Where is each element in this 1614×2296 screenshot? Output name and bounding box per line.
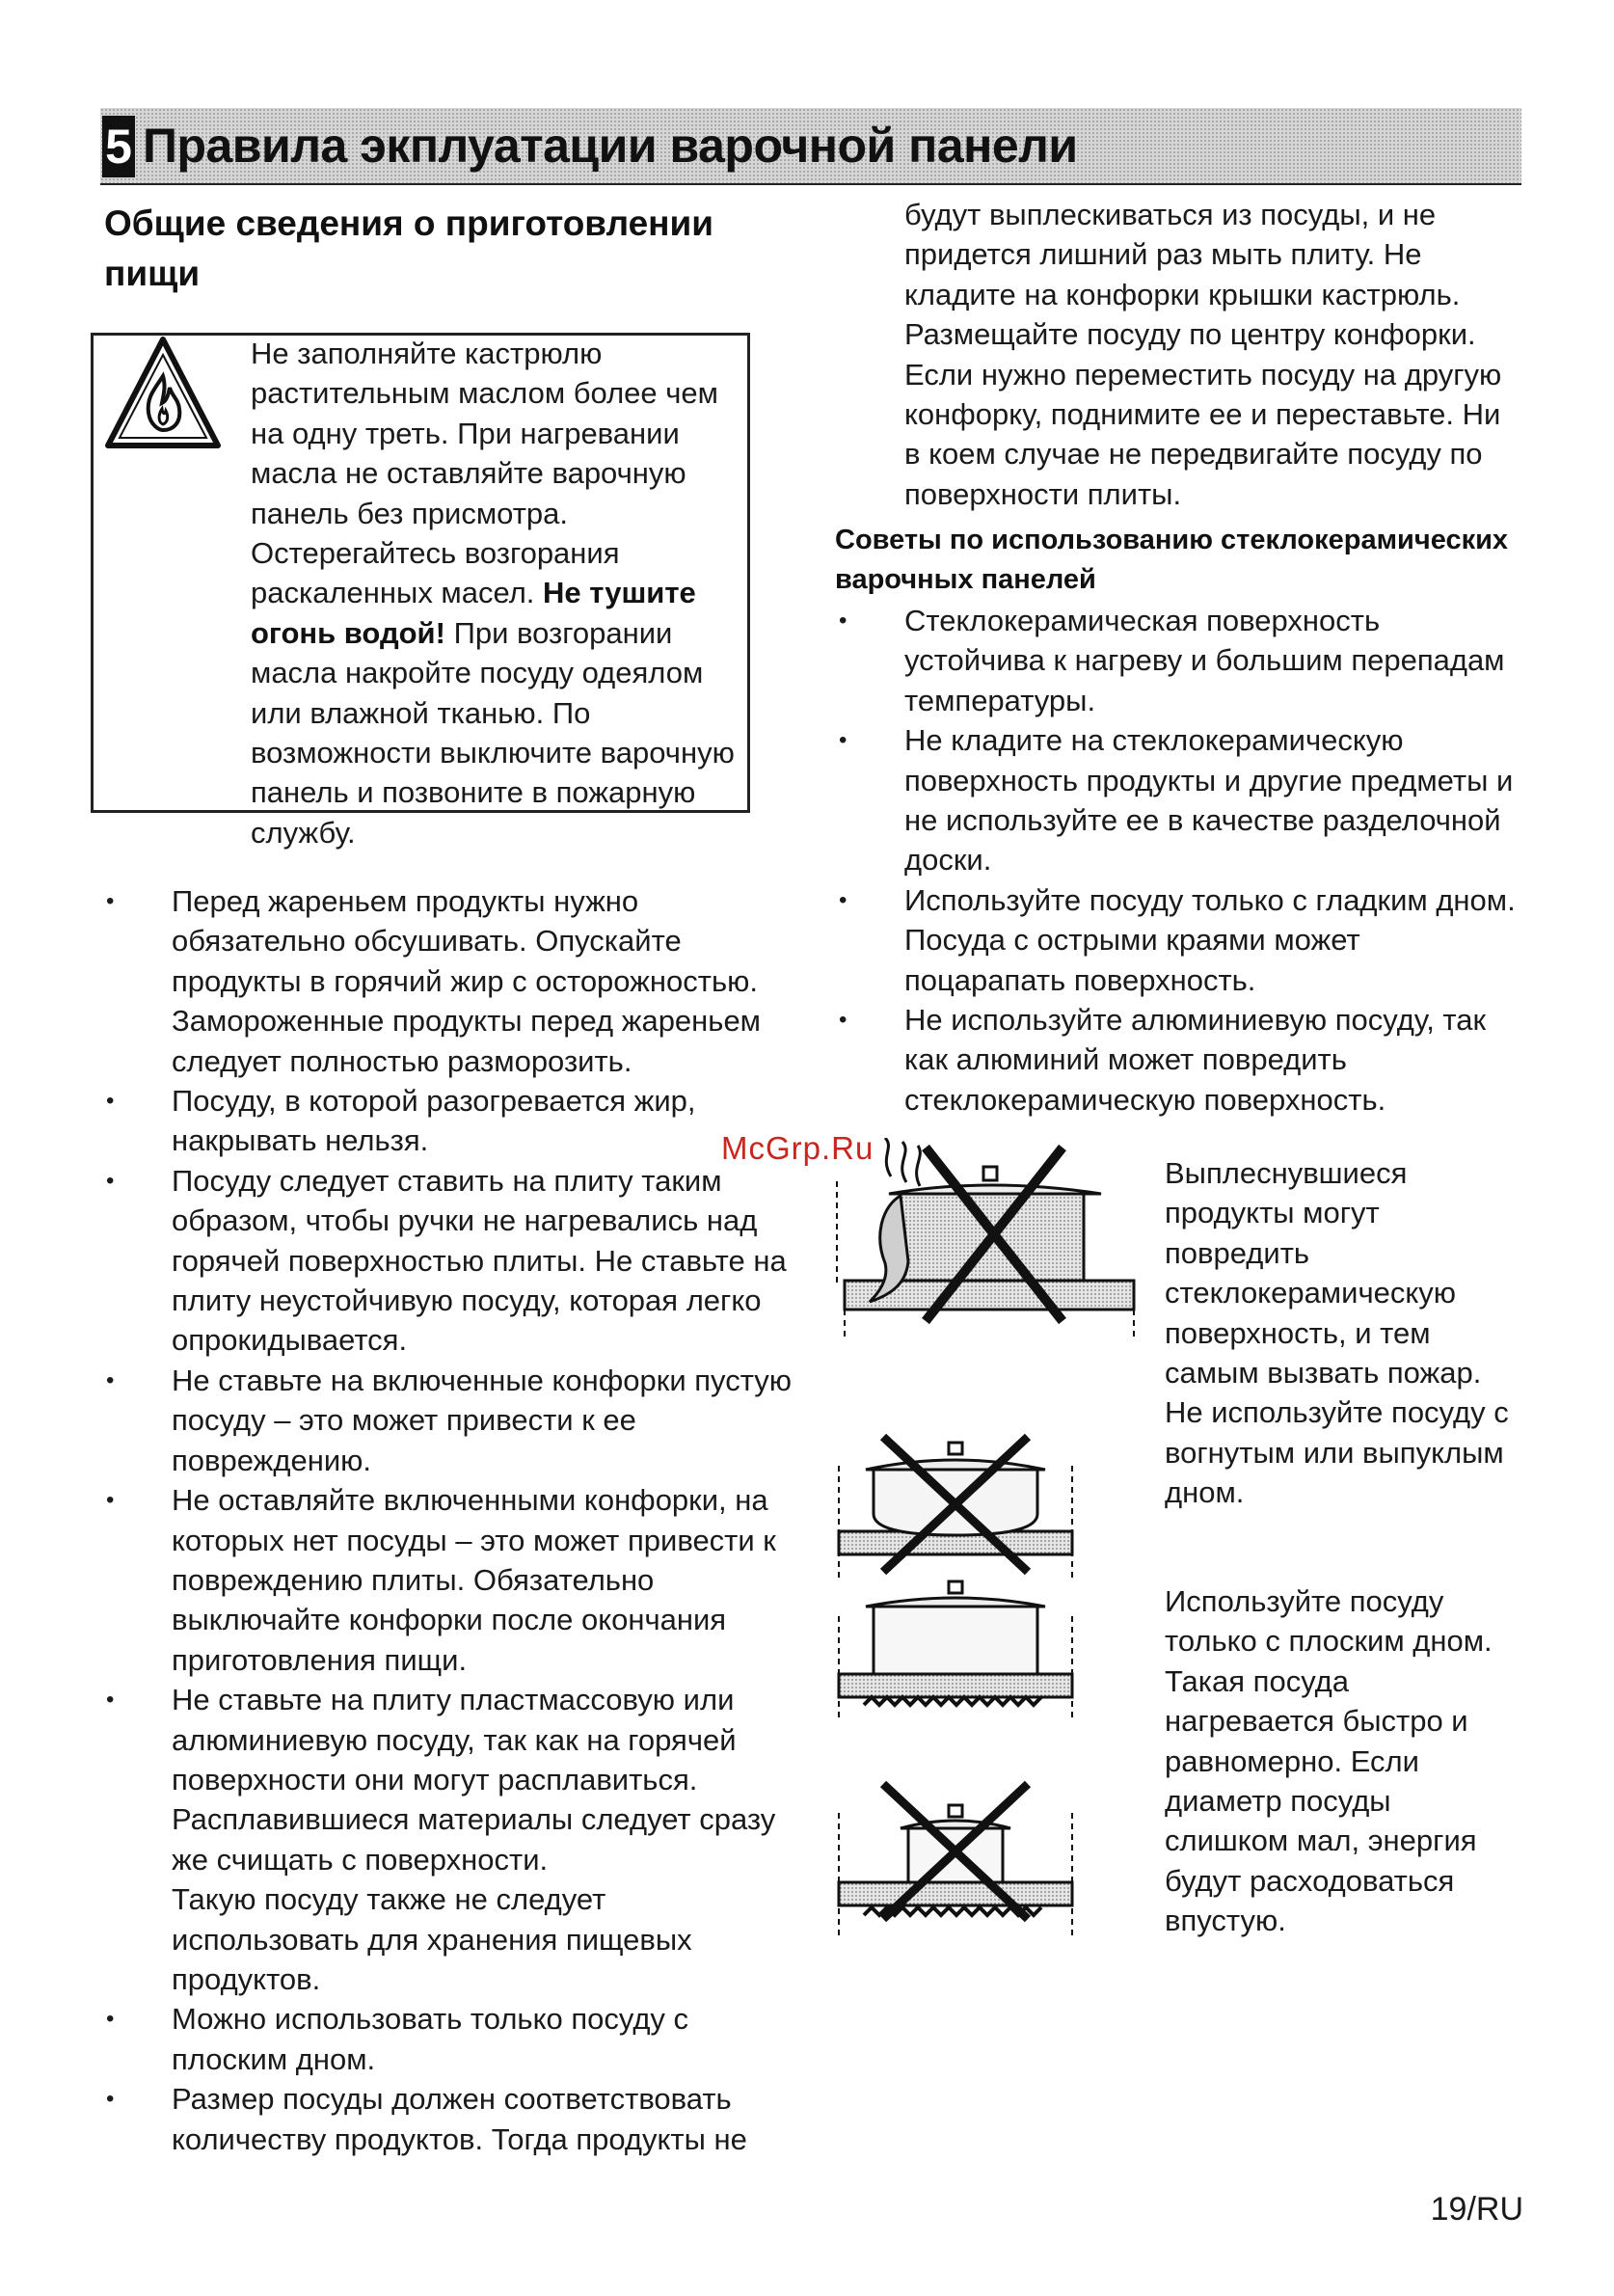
- section-heading: Общие сведения о приготовлении пищи: [104, 203, 713, 293]
- subsection-heading: Советы по использованию стеклокерамических варочных панелей: [835, 525, 1509, 596]
- list-item: • Не оставляйте включенными конфорки, на которых нет посуды – это может привести к повреждению плиты. Обязательно выключайте конфорки после окончания приготовления пищи.: [102, 1480, 796, 1680]
- small-pot-illustration: [835, 1774, 1076, 1938]
- list-item: • Можно использовать только посуду с плоским дном.: [102, 1999, 796, 2079]
- list-item-continuation: Такую посуду также не следует использовать для хранения пищевых продуктов.: [172, 1882, 692, 1996]
- list-item: • Не ставьте на включенные конфорки пустую посуду – это может привести к ее повреждению.: [102, 1361, 796, 1480]
- figure-caption-flat-bottom: Используйте посуду только с плоским дном. Такая посуда нагревается быстро и равномерно. Если диаметр посуды слишком мал, энергия будут расходоваться впустую.: [1165, 1584, 1493, 1938]
- list-item: • Перед жареньем продукты нужно обязательно обсушивать. Опускайте продукты в горячий жир с осторожностью. Замороженные продукты перед жареньем следует полностью разморозить.: [102, 881, 796, 1081]
- list-item: • Посуду следует ставить на плиту таким образом, чтобы ручки не нагревались над горячей поверхностью плиты. Не ставьте на плиту неустойчивую посуду, которая легко опрокидывается.: [102, 1161, 796, 1361]
- chapter-title: Правила экплуатации варочной панели: [143, 119, 1078, 173]
- list-item-continuation-text: будут выплескиваться из посуды, и не придется лишний раз мыть плиту. Не кладите на конфорки крышки кастрюль. Размещайте посуду по центру конфорки. Если нужно переместить посуду на другую конфорку, поднимите ее и переставьте. Ни в коем случае не передвигайте посуду по поверхности плиты.: [904, 198, 1502, 511]
- list-item: • Используйте посуду только с гладким дном. Посуда с острыми краями может поцарапать поверхность.: [835, 880, 1521, 1000]
- figure-caption-spill: Выплеснувшиеся продукты могут повредить стеклокерамическую поверхность, и тем самым вызвать пожар. Не используйте посуду с вогнутым или выпуклым дном.: [1165, 1156, 1509, 1510]
- warning-text-part-1: Не заполняйте кастрюлю растительным маслом более чем на одну треть. При нагревании масла не оставляйте варочную панель без присмотра. Остерегайтесь возгорания раскаленных масел.: [251, 337, 718, 610]
- page-number: 19/RU: [1430, 2191, 1523, 2228]
- list-item: • Посуду, в которой разогревается жир, накрывать нельзя.: [102, 1081, 796, 1161]
- fire-warning-icon: [102, 334, 224, 453]
- warning-text-bold: Не тушите огонь водой!: [251, 576, 696, 650]
- warning-text: [251, 334, 742, 852]
- list-item: • Не кладите на стеклокерамическую поверхность продукты и другие предметы и не используйте ее в качестве разделочной доски.: [835, 720, 1521, 880]
- glass-ceramic-tips-list: [835, 601, 1521, 1120]
- warning-text-part-2: При возгорании масла накройте посуду одеялом или влажной тканью. По возможности выключите варочную панель и позвоните в пожарную службу.: [251, 615, 735, 850]
- list-item: • Не используйте алюминиевую посуду, так как алюминий может повредить стеклокерамическую поверхность.: [835, 1000, 1521, 1120]
- chapter-number: 5: [102, 116, 135, 177]
- general-tips-list: [102, 881, 796, 2159]
- flat-bottom-pot-illustration: [835, 1578, 1076, 1722]
- list-item: • Размер посуды должен соответствовать количеству продуктов. Тогда продукты не: [102, 2079, 796, 2159]
- spill-over-illustration: [835, 1138, 1143, 1340]
- curved-bottom-pot-illustration: [835, 1427, 1076, 1581]
- list-item: • Не ставьте на плиту пластмассовую или алюминиевую посуду, так как на горячей поверхности они могут расплавиться. Расплавившиеся материалы следует сразу же счищать с поверхности.: [102, 1680, 796, 1879]
- list-item: • Стеклокерамическая поверхность устойчива к нагреву и большим перепадам температуры.: [835, 601, 1521, 720]
- watermark: McGrp.Ru: [721, 1130, 874, 1166]
